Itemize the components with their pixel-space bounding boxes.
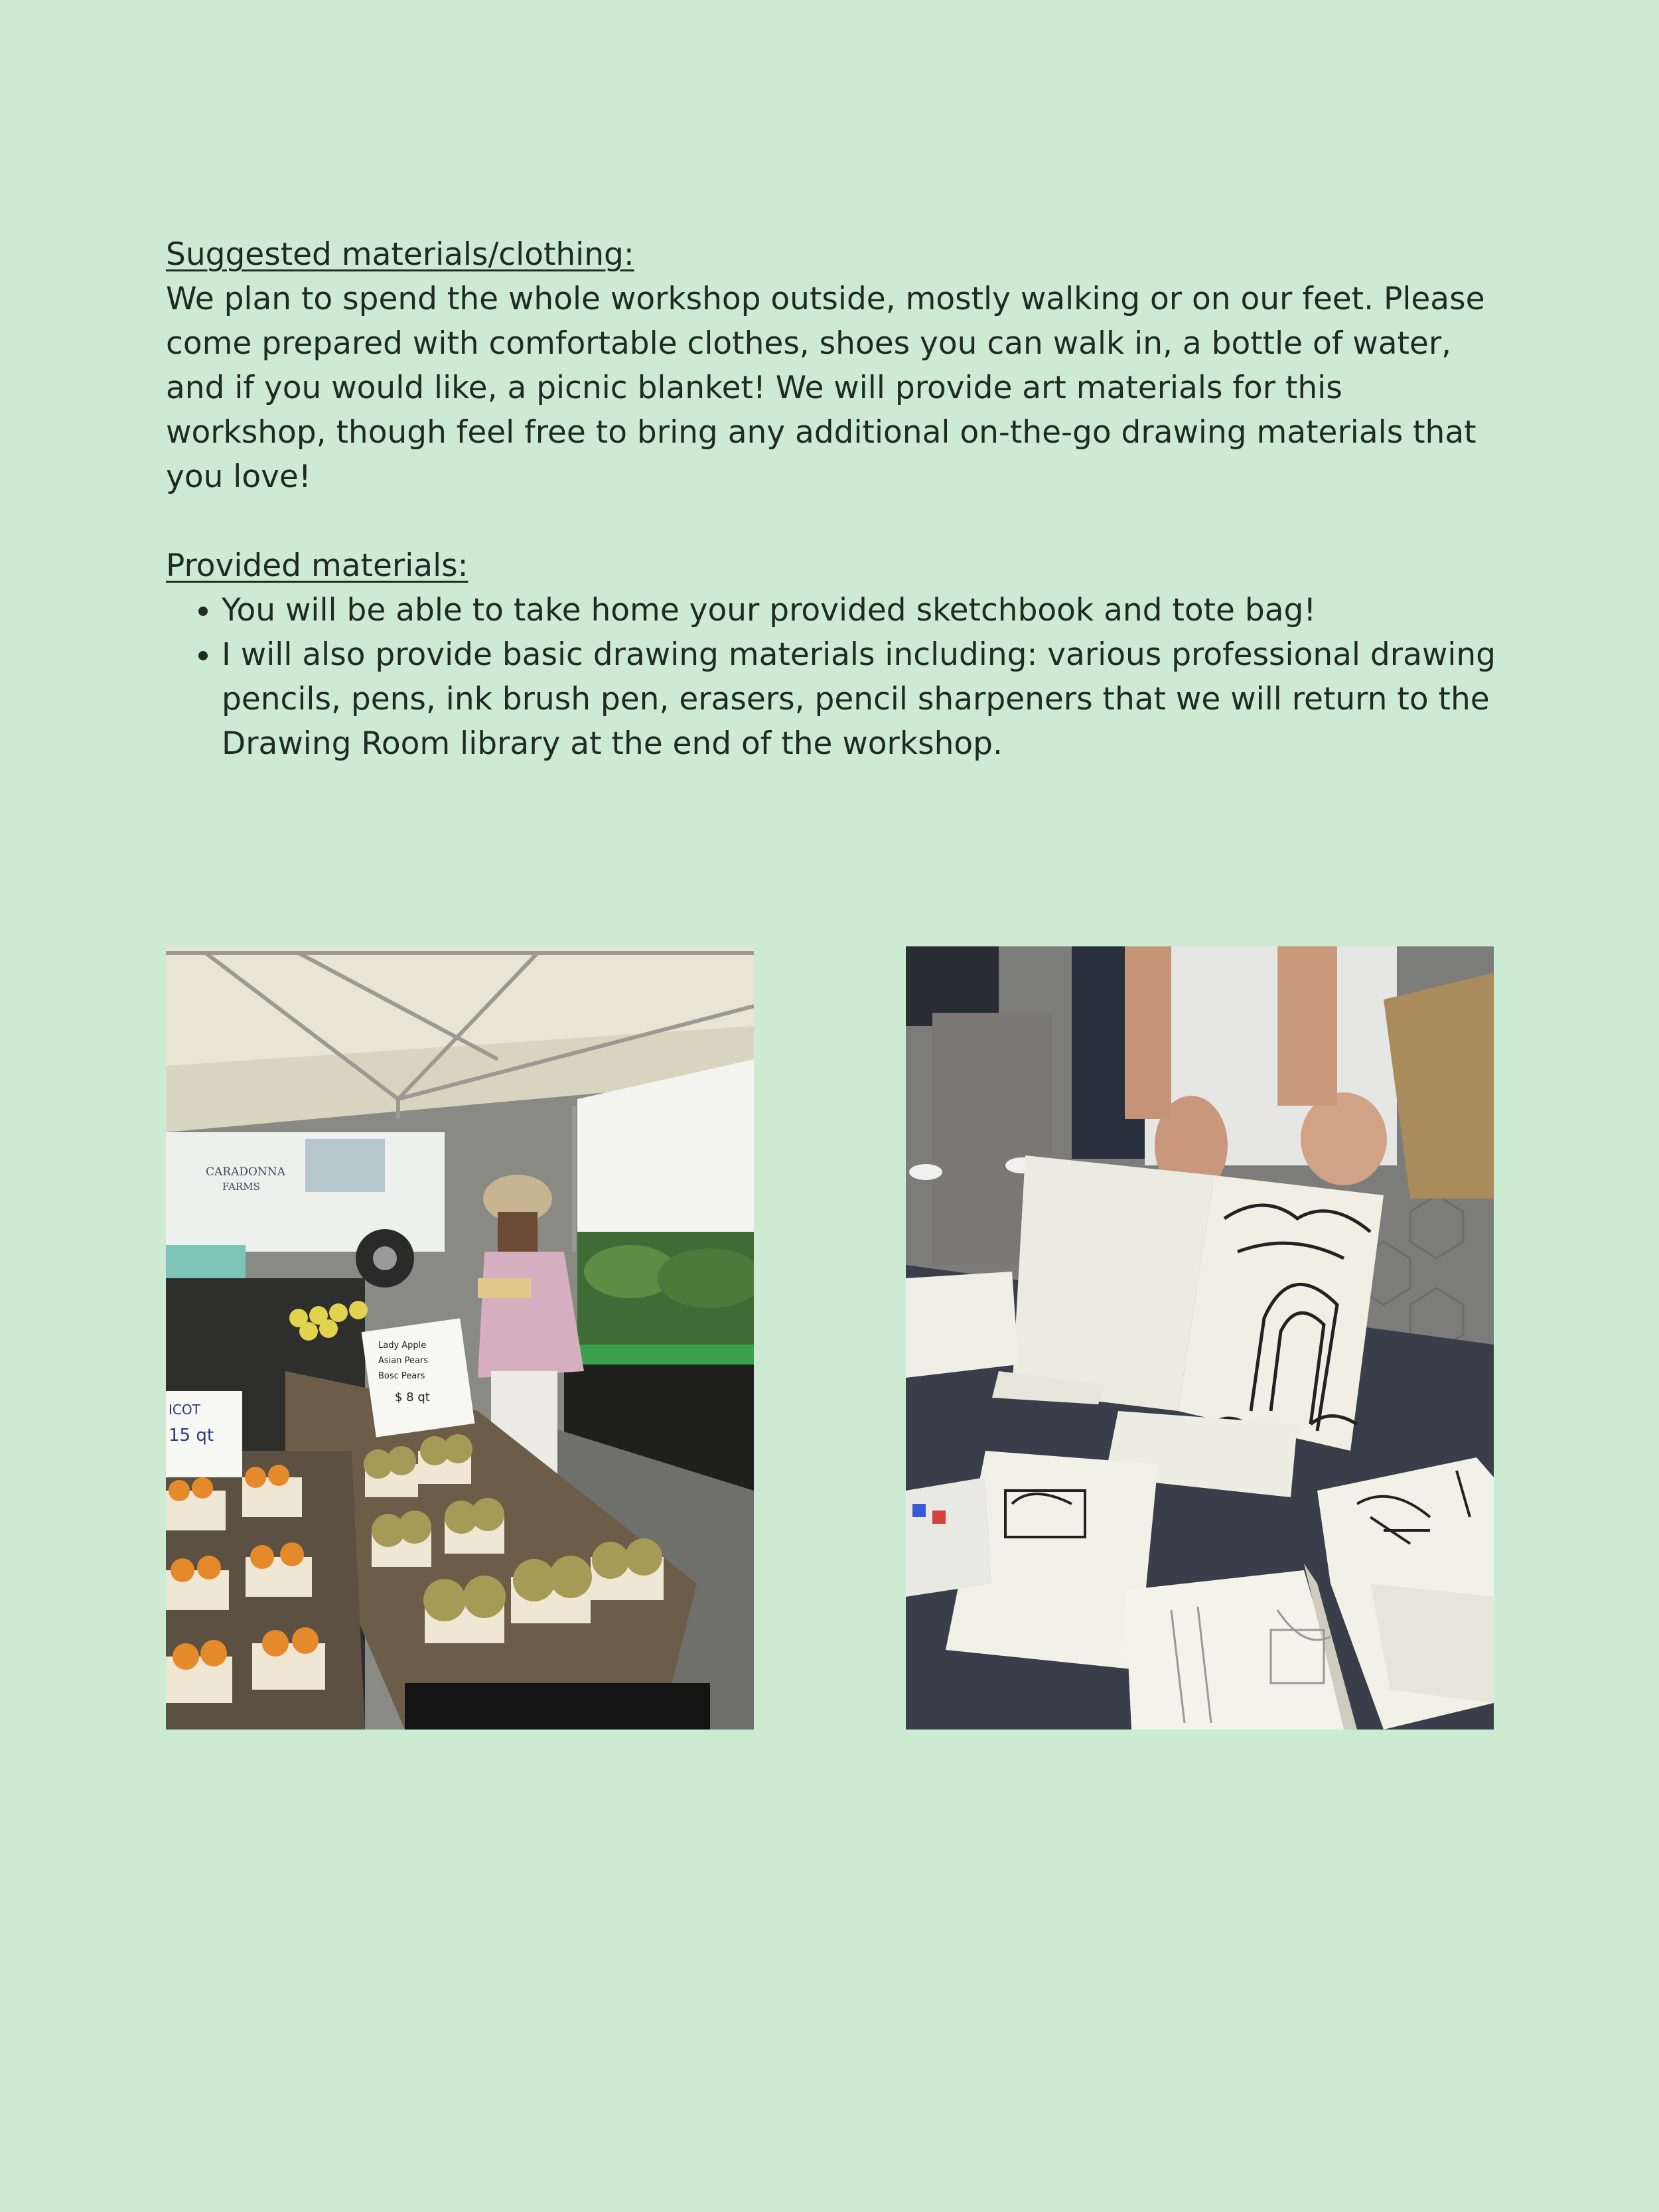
suggested-materials-text: We plan to spend the whole workshop outside, mostly walking or on our feet. Please come prepared with comfortable clothes, shoes you can walk in, a bottle of water, and if you would like, a picnic blanket! We will provide art materials for this workshop, though feel free to bring any additional on-the-go drawing materials that you love! — [166, 281, 1485, 495]
list-item: • I will also provide basic drawing materials including: various professional drawing pencils, pens, ink brush pen, erasers, pencil sharpeners that we will return to the Drawing Room library at the end of the workshop. — [222, 632, 1500, 766]
sign-text: 15 qt — [169, 1426, 214, 1445]
sign-text: ICOT — [169, 1402, 200, 1418]
provided-materials-heading: Provided materials: — [166, 548, 469, 584]
sketchbooks-photo — [906, 946, 1494, 1730]
sign-text: Bosc Pears — [378, 1371, 425, 1381]
list-item: • You will be able to take home your provided sketchbook and tote bag! — [222, 588, 1500, 632]
truck-text: FARMS — [222, 1181, 260, 1193]
section-spacer — [166, 499, 1500, 544]
farmers-market-photo — [166, 946, 754, 1730]
sign-text: Asian Pears — [378, 1356, 429, 1366]
suggested-materials-heading: Suggested materials/clothing: — [166, 236, 634, 273]
truck-text: CARADONNA — [206, 1165, 285, 1179]
provided-materials-list — [166, 588, 1500, 766]
sign-text: $ 8 qt — [395, 1390, 430, 1404]
page-content — [166, 232, 1500, 766]
sign-text: Lady Apple — [378, 1341, 427, 1351]
